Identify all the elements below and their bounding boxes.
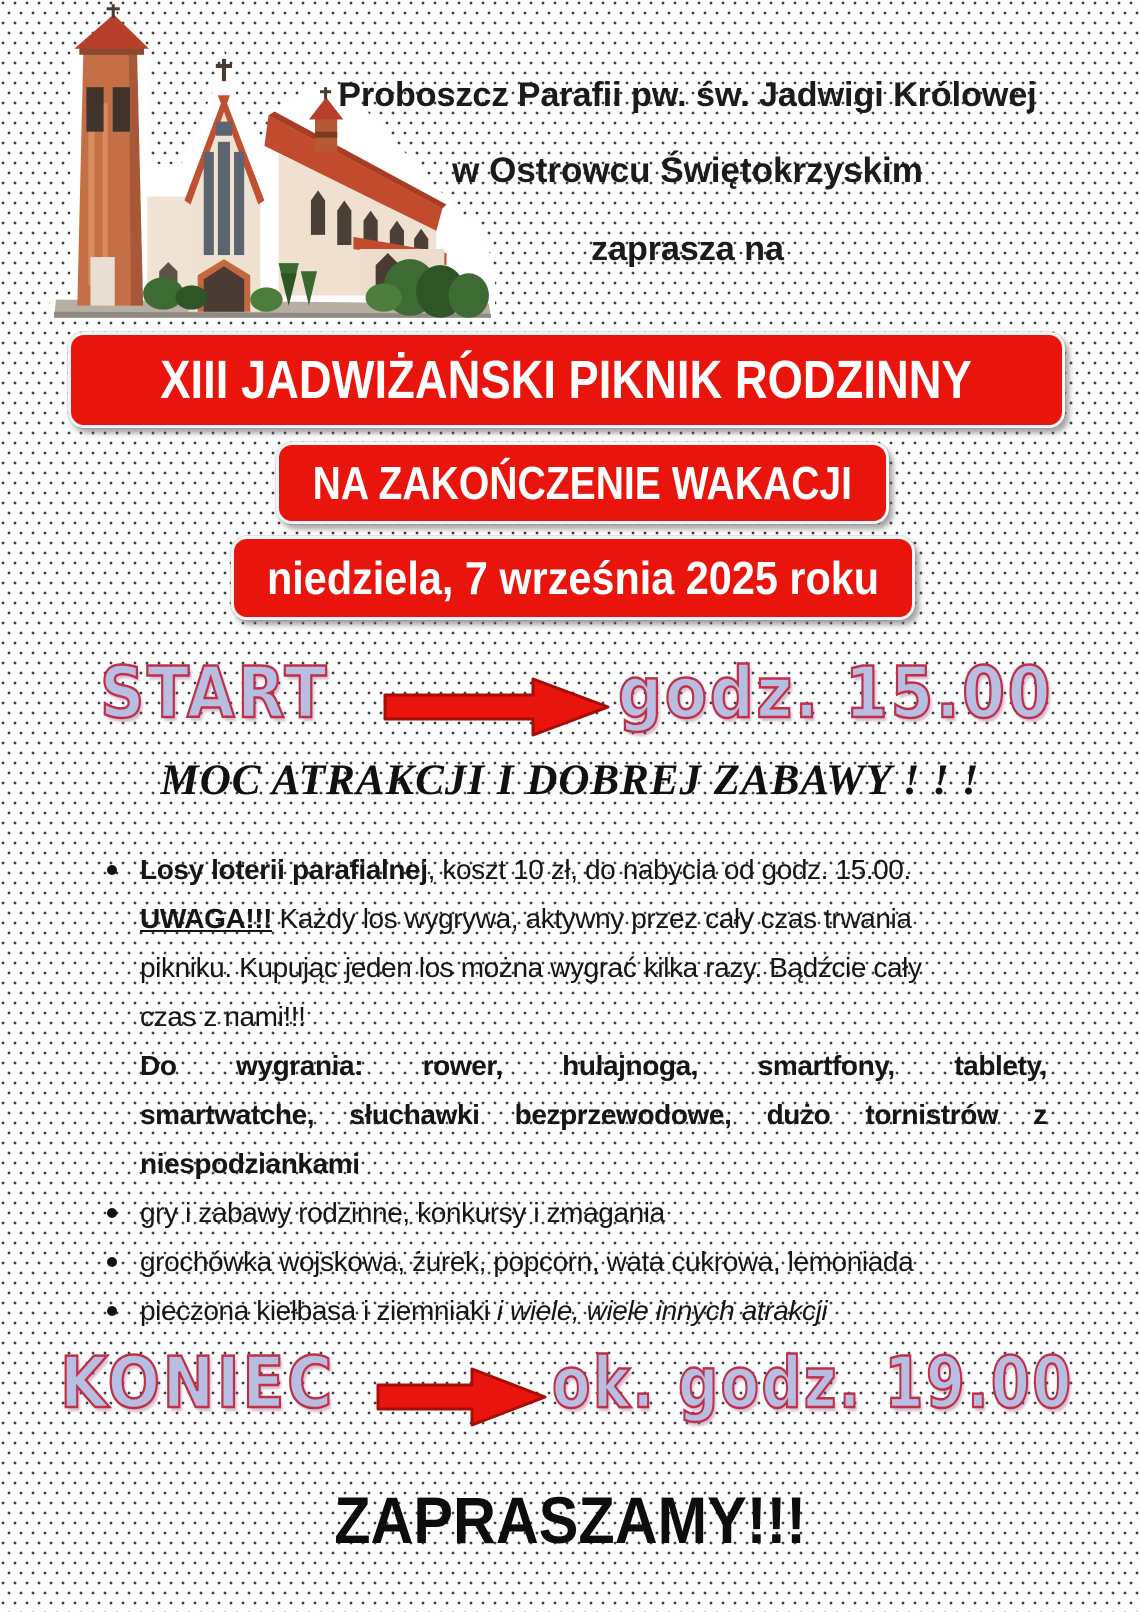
banner-subtitle-text: NA ZAKOŃCZENIE WAKACJI: [312, 457, 853, 509]
church-bell-tower: [74, 4, 149, 305]
list-item-line: pikniku. Kupując jeden los można wygrać kilka razy. Bądźcie cały: [140, 952, 922, 983]
end-label: KONIEC: [60, 1342, 335, 1424]
banner-date-text: niedziela, 7 września 2025 roku: [266, 552, 880, 604]
list-item: pieczona kiełbasa i ziemniaki i wiele, wiele innych atrakcji: [95, 1286, 1047, 1335]
header-line-2: w Ostrowcu Świętokrzyskim: [452, 151, 923, 190]
list-item-line: Do wygrania: rower, hulajnoga, smartfony, tablety,: [140, 1050, 1047, 1081]
banner-event-title: [68, 332, 1065, 428]
header-line-1: Proboszcz Parafii pw. św. Jadwigi Królowej: [338, 76, 1037, 114]
list-item-line: UWAGA!!! Każdy los wygrywa, aktywny przez cały czas trwania: [140, 903, 912, 934]
list-item-line: smartwatche, słuchawki bezprzewodowe, dużo tornistrów z: [140, 1099, 1047, 1130]
tagline: MOC ATRAKCJI I DOBREJ ZABAWY ! ! !: [160, 757, 980, 804]
start-time: godz. 15.00: [618, 652, 1054, 734]
list-item-line: niespodziankami: [140, 1148, 360, 1179]
header-line-3: zaprasza na: [591, 230, 784, 268]
start-label: START: [100, 652, 330, 734]
banner-date: [231, 536, 915, 620]
end-time: ok. godz. 19.00: [552, 1342, 1074, 1424]
church-facade: [185, 59, 265, 312]
arrow-right-icon: [376, 1366, 548, 1428]
list-item: Losy loterii parafialnej, koszt 10 zł, do nabycia od godz. 15.00.: [95, 845, 1047, 894]
bullet-dot-icon: [107, 865, 117, 875]
footer-invitation: ZAPRASZAMY!!!: [334, 1483, 806, 1557]
bullet-dot-icon: [107, 1306, 117, 1316]
attractions-list: [95, 845, 1047, 1335]
list-item-line: czas z nami!!!: [140, 1001, 306, 1032]
list-item: grochówka wojskowa, żurek, popcorn, wata cukrowa, lemoniada: [95, 1237, 1047, 1286]
arrow-right-icon: [383, 676, 611, 738]
bullet-dot-icon: [107, 1208, 117, 1218]
list-item: gry i zabawy rodzinne, konkursy i zmagania: [95, 1188, 1047, 1237]
banner-event-title-text: XIII JADWIŻAŃSKI PIKNIK RODZINNY: [160, 350, 973, 410]
bullet-dot-icon: [107, 1257, 117, 1267]
header: [325, 74, 1050, 270]
banner-subtitle: [276, 442, 889, 524]
